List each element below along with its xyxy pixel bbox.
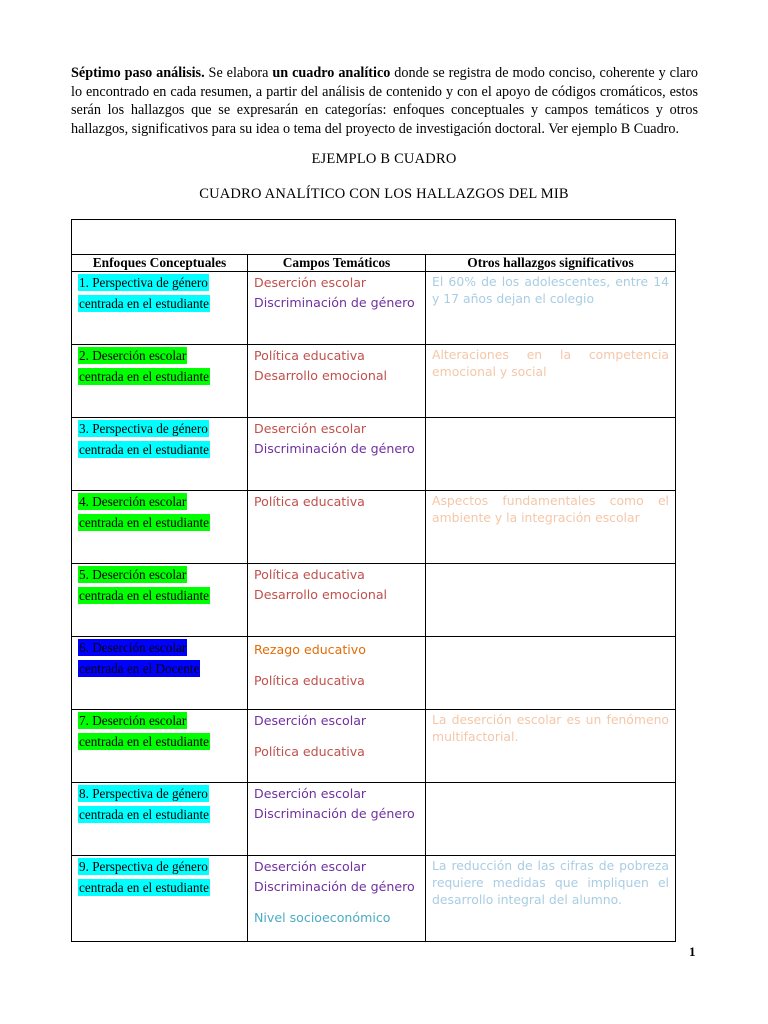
otros-cell: Aspectos fundamentales como el ambiente y la integración escolar: [426, 491, 676, 564]
temas-cell: [248, 418, 426, 491]
enfoque-cell: [72, 710, 248, 783]
enfoque-line: centrada en el estudiante: [79, 442, 209, 457]
enfoque-line: 5. Deserción escolar: [79, 567, 187, 582]
empty-merged-cell: [72, 220, 676, 255]
temas-cell: [248, 856, 426, 942]
enfoque-cell: [72, 491, 248, 564]
temas-cell: [248, 272, 426, 345]
enfoque-line: 9. Perspectiva de género: [79, 859, 208, 874]
intro-text-2: donde se registra de modo conciso, coherente y claro lo encontrado en cada resumen, a partir del análisis de contenido y con el apoyo de códigos cromáticos, estos serán los hallazgos que se expresarán en categorías: enfoques conceptuales y campos temáticos y otros hallazgos, significativos para su idea o tema del proyecto de investigación doctoral. Ver ejemplo B Cuadro.: [71, 65, 698, 137]
tema-item: Nivel socioeconómico: [254, 910, 391, 925]
otros-cell: [426, 637, 676, 710]
table-row: [72, 345, 676, 418]
temas-cell: [248, 564, 426, 637]
tema-item: Política educativa: [254, 348, 365, 363]
tema-item: Política educativa: [254, 673, 365, 688]
intro-bold-cuadro: un cuadro analítico: [272, 65, 391, 81]
enfoque-line: centrada en el estudiante: [79, 807, 209, 822]
enfoque-cell: [72, 272, 248, 345]
enfoque-cell: [72, 418, 248, 491]
tema-item: Política educativa: [254, 494, 365, 509]
otros-cell: [426, 564, 676, 637]
table-row: [72, 783, 676, 856]
tema-item: Política educativa: [254, 744, 365, 759]
table-header-row: [72, 255, 676, 272]
otros-cell: [426, 418, 676, 491]
page-number: 1: [689, 944, 696, 959]
otros-cell: El 60% de los adolescentes, entre 14 y 17 años dejan el colegio: [426, 272, 676, 345]
temas-cell: [248, 345, 426, 418]
table-top-empty-row: [72, 220, 676, 255]
tema-item: Política educativa: [254, 567, 365, 582]
enfoque-line: 4. Deserción escolar: [79, 494, 187, 509]
temas-cell: [248, 710, 426, 783]
table-row: [72, 418, 676, 491]
enfoque-line: centrada en el estudiante: [79, 588, 209, 603]
otros-cell: La deserción escolar es un fenómeno multifactorial.: [426, 710, 676, 783]
enfoque-line: centrada en el estudiante: [79, 296, 209, 311]
otros-cell: La reducción de las cifras de pobreza requiere medidas que impliquen el desarrollo integral del alumno.: [426, 856, 676, 942]
temas-cell: [248, 783, 426, 856]
enfoque-line: 6. Deserción escolar: [79, 640, 187, 655]
tema-item: Rezago educativo: [254, 642, 366, 657]
table-row: [72, 564, 676, 637]
tema-item: Discriminación de género: [254, 441, 415, 456]
header-campos: Campos Temáticos: [248, 255, 426, 272]
tema-item: Discriminación de género: [254, 295, 415, 310]
tema-item: Deserción escolar: [254, 421, 367, 436]
tema-item: Deserción escolar: [254, 275, 367, 290]
enfoque-cell: [72, 783, 248, 856]
intro-paragraph: [71, 64, 698, 138]
enfoque-cell: [72, 564, 248, 637]
intro-text-1: Se elabora: [204, 65, 273, 81]
table-title: CUADRO ANALÍTICO CON LOS HALLAZGOS DEL MIB: [199, 186, 569, 202]
enfoque-line: 2. Deserción escolar: [79, 348, 187, 363]
tema-item: Discriminación de género: [254, 879, 415, 894]
table-row: [72, 710, 676, 783]
enfoque-line: 8. Perspectiva de género: [79, 786, 208, 801]
intro-bold-step: Séptimo paso análisis.: [71, 65, 205, 81]
otros-cell: [426, 783, 676, 856]
analytic-table: [71, 219, 676, 942]
tema-item: Desarrollo emocional: [254, 368, 388, 383]
enfoque-line: centrada en el Docente: [79, 661, 200, 676]
tema-item: Deserción escolar: [254, 786, 367, 801]
enfoque-line: 3. Perspectiva de género: [79, 421, 208, 436]
table-row: [72, 637, 676, 710]
enfoque-line: centrada en el estudiante: [79, 734, 209, 749]
enfoque-line: 1. Perspectiva de género: [79, 275, 208, 290]
table-row: [72, 272, 676, 345]
enfoque-line: 7. Deserción escolar: [79, 713, 187, 728]
header-otros: Otros hallazgos significativos: [426, 255, 676, 272]
tema-item: Deserción escolar: [254, 859, 367, 874]
otros-cell: Alteraciones en la competencia emocional y social: [426, 345, 676, 418]
example-heading: EJEMPLO B CUADRO: [311, 151, 457, 167]
enfoque-line: centrada en el estudiante: [79, 880, 209, 895]
enfoque-cell: [72, 856, 248, 942]
header-enfoques: Enfoques Conceptuales: [72, 255, 248, 272]
temas-cell: [248, 637, 426, 710]
enfoque-line: centrada en el estudiante: [79, 515, 209, 530]
tema-item: Deserción escolar: [254, 713, 367, 728]
temas-cell: [248, 491, 426, 564]
table-row: [72, 856, 676, 942]
enfoque-cell: [72, 345, 248, 418]
table-row: [72, 491, 676, 564]
enfoque-cell: [72, 637, 248, 710]
tema-item: Discriminación de género: [254, 806, 415, 821]
tema-item: Desarrollo emocional: [254, 587, 388, 602]
enfoque-line: centrada en el estudiante: [79, 369, 209, 384]
